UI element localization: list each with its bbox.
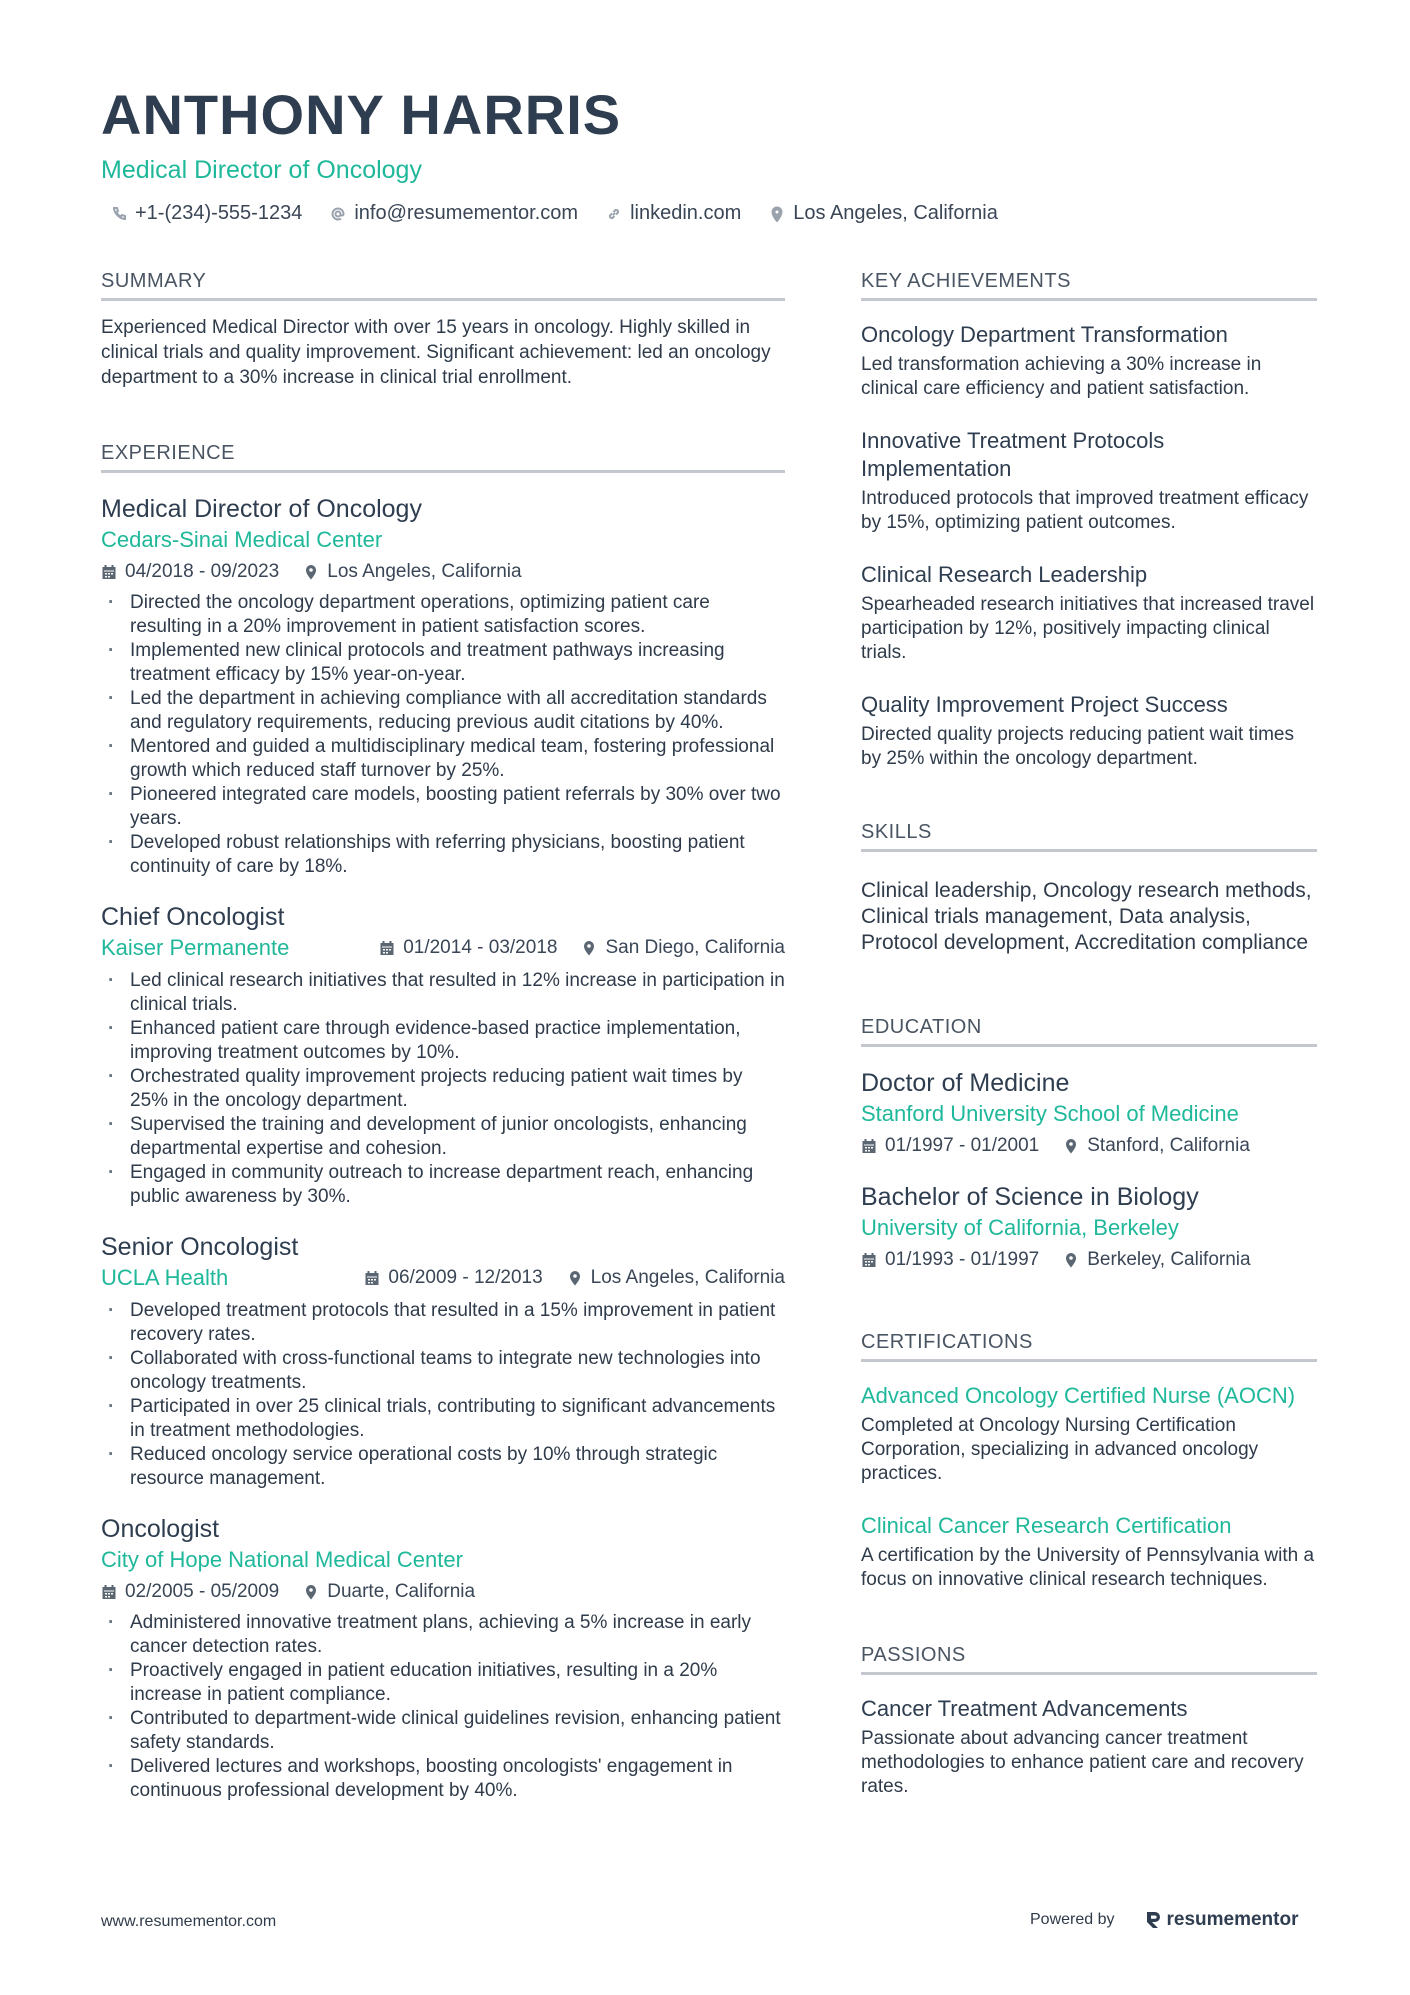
dates-text: 04/2018 - 09/2023 [125,561,280,582]
summary-section [101,268,785,390]
location-text: Los Angeles, California [793,202,998,224]
calendar-icon [364,1270,380,1286]
certification-item [861,1512,1317,1592]
education-location [1063,1247,1250,1273]
job-location [567,1265,785,1291]
footer-url[interactable]: www.resumementor.com [101,1913,277,1930]
achievement-title: Oncology Department Transformation [861,322,1228,347]
calendar-icon [101,1584,117,1600]
school-name: Stanford University School of Medicine [861,1101,1239,1126]
location-text: Berkeley, California [1087,1249,1251,1270]
certification-title: Advanced Oncology Certified Nurse (AOCN) [861,1383,1296,1408]
company-row [101,933,785,963]
dates-text: 01/1993 - 01/1997 [885,1249,1040,1270]
job-dates [101,1579,279,1605]
location-text: Duarte, California [327,1581,476,1602]
achievement-desc: Directed quality projects reducing patient wait times by 25% within the oncology department. [861,724,1294,769]
job-meta [379,935,785,961]
achievements-section [861,268,1317,771]
company-name: Cedars-Sinai Medical Center [101,527,383,552]
achievement-item [861,561,1317,665]
achievement-item [861,427,1317,535]
achievement-desc: Led transformation achieving a 30% increase in clinical care efficiency and patient satisfaction. [861,354,1262,399]
skills-section [861,819,1317,956]
education-heading: EDUCATION [861,1014,1317,1047]
passion-title: Cancer Treatment Advancements [861,1696,1188,1721]
job-meta [364,1265,785,1291]
right-column [861,268,1317,1799]
candidate-title: Medical Director of Oncology [101,156,422,184]
location-pin-icon [303,564,319,580]
skills-text: Clinical leadership, Oncology research methods, Clinical trials management, Data analysis, Protocol development, Accreditation compliance [861,879,1312,954]
bullet-item: · Delivered lectures and workshops, boosting oncologists' engagement in continuous professional development by 40%. [101,1755,785,1803]
job-entry [101,901,785,1209]
school-name: University of California, Berkeley [861,1215,1179,1240]
achievements-heading: KEY ACHIEVEMENTS [861,268,1317,301]
summary-text: Experienced Medical Director with over 15 years in oncology. Highly skilled in clinical trials and quality improvement. Significant achievement: led an oncology department to a 30% increase in clinical trial enrollment. [101,317,771,388]
company-row [101,1263,785,1293]
bullet-item: · Enhanced patient care through evidence-based practice implementation, improving treatment outcomes by 10%. [101,1017,785,1065]
job-dates [364,1265,542,1291]
summary-heading: SUMMARY [101,268,785,301]
powered-by-label: Powered by [1030,1911,1115,1928]
bullet-item: · Mentored and guided a multidisciplinary medical team, fostering professional growth which reduced staff turnover by 25%. [101,735,785,783]
phone-number: +1-(234)-555-1234 [135,202,303,224]
dates-text: 01/2014 - 03/2018 [403,937,558,958]
bullet-item: · Reduced oncology service operational costs by 10% through strategic resource management. [101,1443,785,1491]
bullet-item: · Participated in over 25 clinical trials, contributing to significant advancements in treatment methodologies. [101,1395,785,1443]
contact-location [769,202,998,225]
bullet-item: · Directed the oncology department operations, optimizing patient care resulting in a 20% improvement in patient satisfaction scores. [101,591,785,639]
location-pin-icon [1063,1138,1079,1154]
education-item [861,1181,1317,1273]
job-title: Senior Oncologist [101,1233,299,1261]
bullet-item: · Collaborated with cross-functional teams to integrate new technologies into oncology treatments. [101,1347,785,1395]
achievement-desc: Spearheaded research initiatives that increased travel participation by 12%, positively impacting clinical trials. [861,594,1315,663]
job-dates [379,935,557,961]
brand-name: resumementor [1166,1909,1299,1930]
company-name: City of Hope National Medical Center [101,1547,463,1572]
candidate-name: ANTHONY HARRIS [101,83,622,146]
bullet-item: · Led clinical research initiatives that resulted in 12% increase in participation in clinical trials. [101,969,785,1017]
education-section [861,1014,1317,1273]
linkedin-url: linkedin.com [630,202,742,224]
resumementor-logo-icon [1145,1911,1161,1929]
job-bullets [101,1299,785,1491]
dates-text: 06/2009 - 12/2013 [388,1267,543,1288]
contact-phone [111,202,302,225]
degree-title: Bachelor of Science in Biology [861,1183,1199,1211]
bullet-item: · Pioneered integrated care models, boosting patient referrals by 30% over two years. [101,783,785,831]
job-entry [101,493,785,879]
passion-item [861,1695,1317,1799]
location-text: San Diego, California [605,937,785,958]
job-dates [101,559,279,585]
bullet-item: · Developed robust relationships with referring physicians, boosting patient continuity of care by 18%. [101,831,785,879]
passions-section [861,1642,1317,1799]
job-entry [101,1231,785,1491]
bullet-item: · Proactively engaged in patient education initiatives, resulting in a 20% increase in patient compliance. [101,1659,785,1707]
bullet-item: · Led the department in achieving compliance with all accreditation standards and regulatory requirements, reducing previous audit citations by 40%. [101,687,785,735]
education-meta [861,1133,1317,1159]
phone-icon [111,206,127,222]
education-dates [861,1133,1039,1159]
job-bullets [101,591,785,879]
job-bullets [101,969,785,1209]
location-text: Stanford, California [1087,1135,1250,1156]
job-bullets [101,1611,785,1803]
calendar-icon [861,1138,877,1154]
passions-heading: PASSIONS [861,1642,1317,1675]
at-icon [330,206,346,222]
job-meta [101,1579,785,1605]
certifications-heading: CERTIFICATIONS [861,1329,1317,1362]
company-name: UCLA Health [101,1265,229,1290]
job-location [303,1579,475,1605]
dates-text: 02/2005 - 05/2009 [125,1581,280,1602]
email-address: info@resumementor.com [354,202,579,224]
location-pin-icon [567,1270,583,1286]
certification-title: Clinical Cancer Research Certification [861,1513,1232,1538]
achievement-title: Quality Improvement Project Success [861,692,1228,717]
left-column [101,268,785,1803]
resume-header [101,82,1321,225]
bullet-item: · Implemented new clinical protocols and treatment pathways increasing treatment efficacy by 15% year-on-year. [101,639,785,687]
education-item [861,1067,1317,1159]
job-entry [101,1513,785,1803]
dates-text: 01/1997 - 01/2001 [885,1135,1040,1156]
degree-title: Doctor of Medicine [861,1069,1070,1097]
bullet-item: · Administered innovative treatment plans, achieving a 5% increase in early cancer detection rates. [101,1611,785,1659]
location-text: Los Angeles, California [590,1267,785,1288]
bullet-item: · Engaged in community outreach to increase department reach, enhancing public awareness by 30%. [101,1161,785,1209]
calendar-icon [379,940,395,956]
achievement-item [861,321,1317,401]
bullet-item: · Contributed to department-wide clinical guidelines revision, enhancing patient safety standards. [101,1707,785,1755]
achievement-title: Clinical Research Leadership [861,562,1148,587]
job-location [303,559,521,585]
skills-heading: SKILLS [861,819,1317,852]
location-text: Los Angeles, California [327,561,522,582]
certification-item [861,1382,1317,1486]
bullet-item: · Orchestrated quality improvement projects reducing patient wait times by 25% in the oncology department. [101,1065,785,1113]
link-icon [606,206,622,222]
certification-desc: Completed at Oncology Nursing Certification Corporation, specializing in advanced oncology practices. [861,1415,1259,1484]
achievement-desc: Introduced protocols that improved treatment efficacy by 15%, optimizing patient outcomes. [861,488,1309,533]
job-location [581,935,785,961]
bullet-item: · Developed treatment protocols that resulted in a 15% improvement in patient recovery rates. [101,1299,785,1347]
contact-linkedin [606,202,741,225]
education-dates [861,1247,1039,1273]
passion-desc: Passionate about advancing cancer treatment methodologies to enhance patient care and recovery rates. [861,1728,1304,1797]
footer-powered-by [1030,1909,1299,1931]
job-title: Medical Director of Oncology [101,495,422,523]
education-meta [861,1247,1317,1273]
education-location [1063,1133,1250,1159]
location-pin-icon [303,1584,319,1600]
job-title: Oncologist [101,1515,220,1543]
certification-desc: A certification by the University of Pennsylvania with a focus on innovative clinical research techniques. [861,1545,1315,1590]
achievement-title: Innovative Treatment Protocols Implementation [861,428,1165,481]
location-pin-icon [1063,1252,1079,1268]
job-title: Chief Oncologist [101,903,285,931]
brand-logo[interactable] [1145,1909,1299,1931]
achievement-item [861,691,1317,771]
calendar-icon [861,1252,877,1268]
job-meta [101,559,785,585]
bullet-item: · Supervised the training and development of junior oncologists, enhancing departmental expertise and cohesion. [101,1113,785,1161]
location-pin-icon [769,206,785,222]
experience-section [101,440,785,1803]
company-name: Kaiser Permanente [101,935,290,960]
location-pin-icon [581,940,597,956]
contact-email [330,202,578,225]
calendar-icon [101,564,117,580]
experience-heading: EXPERIENCE [101,440,785,473]
contact-row [101,202,1321,225]
certifications-section [861,1329,1317,1592]
